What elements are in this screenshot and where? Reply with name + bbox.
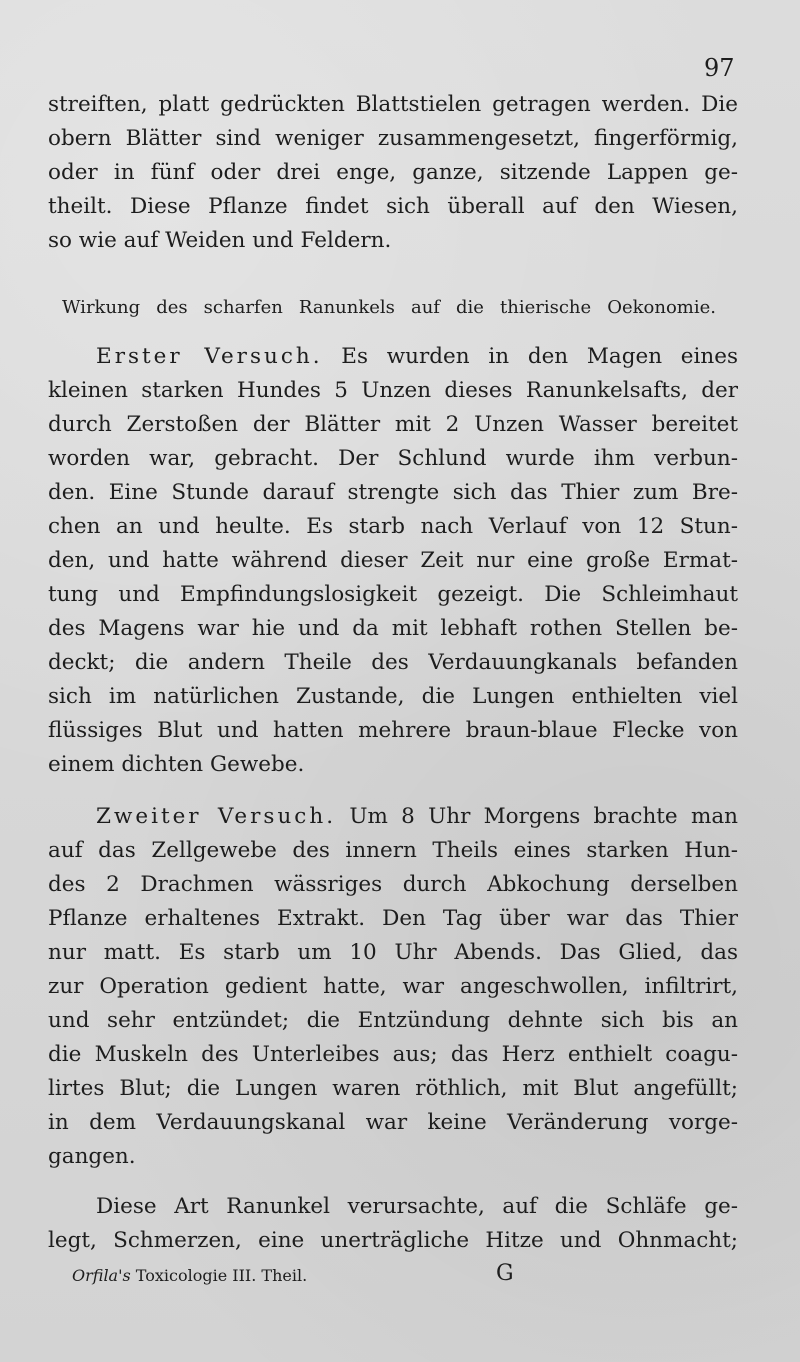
page-number: 97 [704,54,735,82]
closing-line-2: legt, Schmerzen, eine unerträgliche Hitze und Ohnmacht; [48,1228,738,1253]
experiment-2-line-9: lirtes Blut; die Lungen waren röthlich, mit Blut angefüllt; [48,1076,738,1101]
top-line-5: so wie auf Weiden und Feldern. [48,228,392,253]
experiment-2-line-11: gangen. [48,1144,136,1169]
experiment-1-line-7: den, und hatte während dieser Zeit nur eine große Ermat- [48,548,738,573]
experiment-2-line-3: des 2 Drachmen wässriges durch Abkochung derselben [48,872,738,897]
experiment-1-line-10: deckt; die andern Theile des Verdauungkanals befanden [48,650,738,675]
experiment-1-first-text: Es wurden in den Magen eines [341,344,738,369]
experiment-2-line-8: die Muskeln des Unterleibes aus; das Herz enthielt coagu- [48,1042,738,1067]
experiment-1-line-3: durch Zerstoßen der Blätter mit 2 Unzen Wasser bereitet [48,412,738,437]
experiment-2-paragraph [48,800,738,1174]
experiment-2-line-1 [48,800,738,834]
experiment-1-line-8: tung und Empfindungslosigkeit gezeigt. Die Schleimhaut [48,582,738,607]
experiment-1-line-11: sich im natürlichen Zustande, die Lungen enthielten viel [48,684,738,709]
experiment-1-line-9: des Magens war hie und da mit lebhaft rothen Stellen be- [48,616,738,641]
experiment-2-line-7: und sehr entzündet; die Entzündung dehnte sich bis an [48,1008,738,1033]
experiment-2-line-2: auf das Zellgewebe des innern Theils eines starken Hun- [48,838,738,863]
footer-book: Toxicologie III. Theil. [135,1266,308,1285]
experiment-2-lead: Zweiter Versuch. [96,804,337,829]
closing-line-1-text: Diese Art Ranunkel verursachte, auf die Schläfe ge- [96,1194,738,1219]
experiment-2-line-5: nur matt. Es starb um 10 Uhr Abends. Das Glied, das [48,940,738,965]
experiment-1-line-5: den. Eine Stunde darauf strengte sich das Thier zum Bre- [48,480,738,505]
experiment-1-line-4: worden war, gebracht. Der Schlund wurde ihm verbun- [48,446,738,471]
closing-paragraph [48,1190,738,1258]
experiment-2-line-4: Pflanze erhaltenes Extrakt. Den Tag über war das Thier [48,906,738,931]
closing-line-1 [48,1190,738,1224]
experiment-1-line-6: chen an und heulte. Es starb nach Verlauf von 12 Stun- [48,514,738,539]
top-line-3: oder in fünf oder drei enge, ganze, sitzende Lappen ge- [48,160,738,185]
experiment-1-line-1 [48,340,738,374]
experiment-1-lead: Erster Versuch. [96,344,323,369]
section-subheading: Wirkung des scharfen Ranunkels auf die thierische Oekonomie. [62,297,716,318]
top-line-2: obern Blätter sind weniger zusammengesetzt, fingerförmig, [48,126,738,151]
experiment-1-line-2: kleinen starken Hundes 5 Unzen dieses Ranunkelsafts, der [48,378,738,403]
experiment-1-line-12: flüssiges Blut und hatten mehrere braun-blaue Flecke von [48,718,738,743]
footer-author: Orfila's [72,1266,131,1285]
experiment-2-line-6: zur Operation gedient hatte, war angeschwollen, infiltrirt, [48,974,738,999]
top-paragraph [48,88,738,258]
top-line-1: streiften, platt gedrückten Blattstielen getragen werden. Die [48,92,738,117]
top-line-4: theilt. Diese Pflanze findet sich überall auf den Wiesen, [48,194,738,219]
experiment-2-line-10: in dem Verdauungskanal war keine Veränderung vorge- [48,1110,738,1135]
footer-title [72,1266,307,1286]
experiment-2-first-text: Um 8 Uhr Morgens brachte man [349,804,738,829]
signature-mark: G [496,1261,514,1286]
experiment-1-line-13: einem dichten Gewebe. [48,752,305,777]
experiment-1-paragraph [48,340,738,782]
